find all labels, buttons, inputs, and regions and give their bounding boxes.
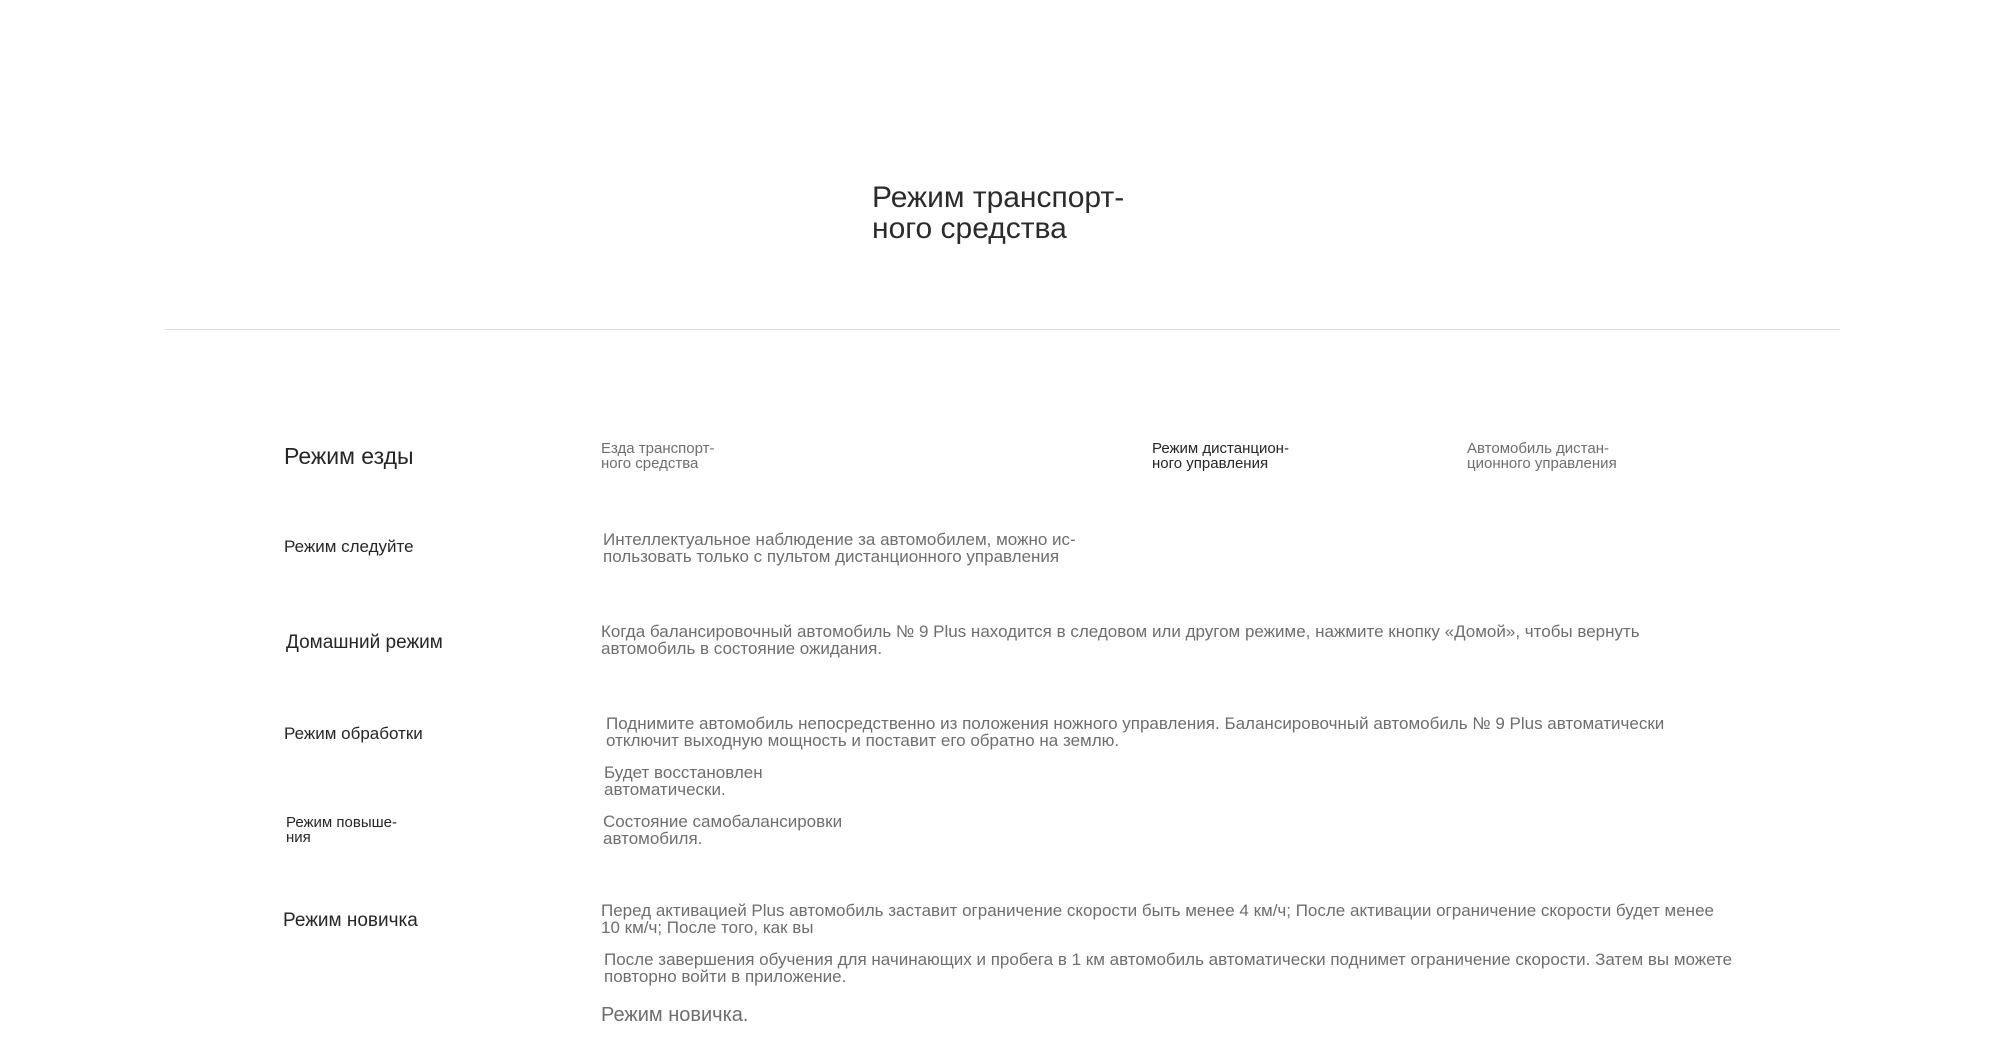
home-mode-label: Домашний режим — [286, 632, 443, 653]
novice-mode-desc-2-line-2: повторно войти в приложение. — [604, 967, 847, 986]
handling-mode-desc-2-line-2: автоматически. — [604, 780, 726, 799]
handling-mode-desc-line-2: отключит выходную мощность и поставит его обратно на землю. — [606, 731, 1120, 750]
boost-mode-label — [286, 815, 397, 845]
novice-mode-footer: Режим новичка. — [601, 1004, 749, 1026]
home-mode-desc — [601, 623, 1640, 657]
handling-mode-desc — [606, 715, 1664, 749]
novice-mode-desc-line-2: 10 км/ч; После того, как вы — [601, 918, 814, 937]
header-divider — [165, 329, 1840, 330]
remote-control-mode-label-line-2: ного управления — [1152, 455, 1269, 472]
riding-mode-desc-line-1: Езда транспорт- — [601, 440, 715, 457]
follow-mode-desc-line-1: Интеллектуальное наблюдение за автомобилем, можно ис- — [603, 530, 1076, 549]
riding-mode-label: Режим езды — [284, 443, 414, 469]
boost-mode-label-line-1: Режим повыше- — [286, 814, 397, 831]
follow-mode-desc-line-2: пользовать только с пультом дистанционного управления — [603, 547, 1060, 566]
novice-mode-desc-line-1: Перед активацией Plus автомобиль заставит ограничение скорости быть менее 4 км/ч; После активации ограничение скорости будет менее — [601, 901, 1714, 920]
remote-control-mode-label-line-1: Режим дистанцион- — [1152, 440, 1289, 457]
novice-mode-desc — [601, 902, 1714, 936]
handling-mode-desc-2 — [604, 764, 763, 798]
handling-mode-desc-line-1: Поднимите автомобиль непосредственно из положения ножного управления. Балансировочный автомобиль № 9 Plus автоматически — [606, 714, 1665, 733]
boost-mode-desc — [603, 813, 842, 847]
remote-control-mode-desc-line-1: Автомобиль дистан- — [1467, 440, 1610, 457]
boost-mode-desc-line-2: автомобиля. — [603, 829, 703, 848]
follow-mode-label: Режим следуйте — [284, 537, 414, 556]
novice-mode-label: Режим новичка — [283, 910, 418, 931]
page-title-line-1: Режим транспорт- — [872, 181, 1125, 214]
remote-control-mode-label — [1152, 441, 1289, 471]
remote-control-mode-desc-line-2: ционного управления — [1467, 455, 1617, 472]
home-mode-desc-line-2: автомобиль в состояние ожидания. — [601, 639, 883, 658]
page-title — [872, 182, 1124, 244]
page-title-line-2: ного средства — [872, 212, 1067, 245]
riding-mode-desc — [601, 441, 715, 471]
boost-mode-label-line-2: ния — [286, 829, 311, 846]
riding-mode-desc-line-2: ного средства — [601, 455, 699, 472]
remote-control-mode-desc — [1467, 441, 1617, 471]
handling-mode-label: Режим обработки — [284, 724, 423, 743]
follow-mode-desc — [603, 531, 1076, 565]
handling-mode-desc-2-line-1: Будет восстановлен — [604, 763, 763, 782]
boost-mode-desc-line-1: Состояние самобалансировки — [603, 812, 843, 831]
novice-mode-desc-2-line-1: После завершения обучения для начинающих и пробега в 1 км автомобиль автоматически поднимет ограничение скорости. Затем вы можете — [604, 950, 1733, 969]
home-mode-desc-line-1: Когда балансировочный автомобиль № 9 Plus находится в следовом или другом режиме, нажмите кнопку «Домой», чтобы вернуть — [601, 622, 1640, 641]
novice-mode-desc-2 — [604, 951, 1732, 985]
